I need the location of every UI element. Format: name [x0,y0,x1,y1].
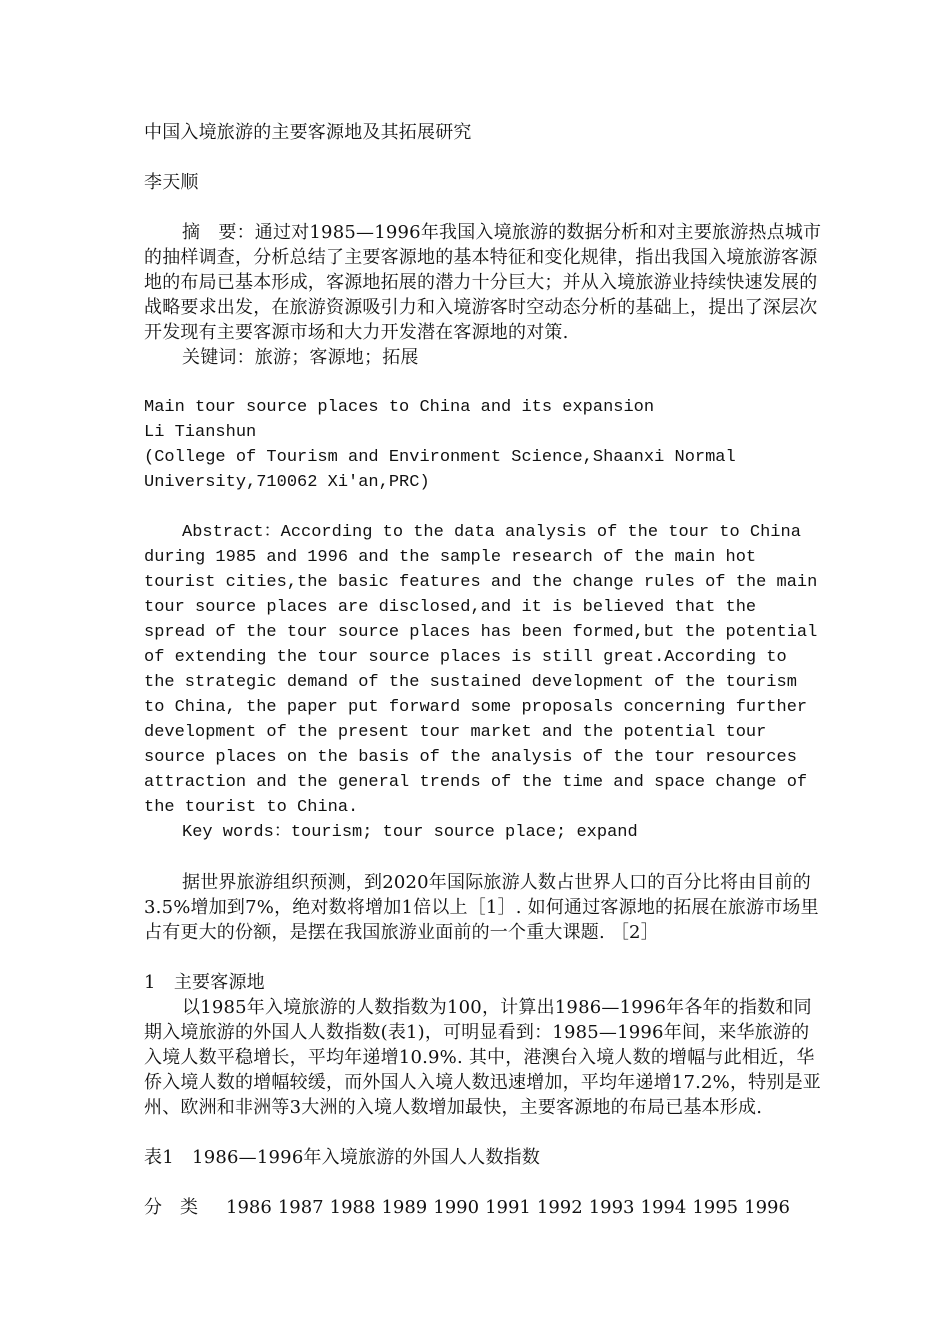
table-1-header-year: 1993 [588,1197,635,1218]
title-cn: 中国入境旅游的主要客源地及其拓展研究 [144,122,472,143]
table-1-header-year: 1992 [536,1197,583,1218]
section-1-body: 以1985年入境旅游的人数指数为100，计算出1986—1996年各年的指数和同期入境旅游的外国人人数指数(表1)，可明显看到：1985—1996年间，来华旅游的入境人数平稳增长，平均年递增10.9%. 其中，港澳台入境人数的增幅与此相近，华侨入境人数的增幅较缓，而外国人入境人数迅速增加，平均年递增17.2%，特别是亚州、欧洲和非洲等3大洲的入境人数增加最快，主要客源地的布局已基本形成. [144,997,821,1118]
table-1-header-year: 1987 [277,1197,324,1218]
table-1-caption: 表1 1986—1996年入境旅游的外国人人数指数 [144,1147,541,1168]
table-1-header-category: 分类 [144,1197,216,1218]
table-1-header-year: 1994 [640,1197,687,1218]
table-1-header-year: 1989 [381,1197,428,1218]
title-en: Main tour source places to China and its expansion [144,398,655,417]
table-1-header [144,1195,824,1220]
table-1-header-year: 1996 [744,1197,790,1218]
author-cn: 李天顺 [144,172,199,193]
table-1-header-year: 1986 [226,1197,272,1218]
table-1-header-year: 1991 [485,1197,531,1218]
keywords-cn: 关键词：旅游；客源地；拓展 [182,347,419,368]
author-en: Li Tianshun [144,423,257,442]
table-1-header-year: 1990 [433,1197,480,1218]
keywords-en: Key words：tourism; tour source place; expand [182,823,638,842]
section-1-heading: 1 主要客源地 [144,972,265,993]
abstract-cn: 摘 要：通过对1985—1996年我国入境旅游的数据分析和对主要旅游热点城市的抽样调查，分析总结了主要客源地的基本特征和变化规律，指出我国入境旅游客源地的布局已基本形成，客源地拓展的潜力十分巨大；并从入境旅游业持续快速发展的战略要求出发，在旅游资源吸引力和入境游客时空动态分析的基础上，提出了深层次开发现有主要客源市场和大力开发潜在客源地的对策. [144,222,822,343]
article [144,120,828,1220]
intro-paragraph: 据世界旅游组织预测，到2020年国际旅游人数占世界人口的百分比将由目前的3.5%增加到7%，绝对数将增加1倍以上［1］. 如何通过客源地的拓展在旅游市场里占有更大的份额，是摆在我国旅游业面前的一个重大课题. ［2］ [144,872,819,943]
table-1-header-year: 1995 [692,1197,739,1218]
affiliation-en: (College of Tourism and Environment Science,Shaanxi Normal University,710062 Xi′an,PRC) [144,448,746,492]
abstract-en: Abstract：According to the data analysis of the tour to China during 1985 and 1996 and the sample research of the main hot tourist cities,the basic features and the change rules of the main tour source places are disclosed,and it is believed that the spread of the tour source places has been formed,but the potential of extending the tour source places is still great.According to the strategic demand of the sustained development of the tourism to China, the paper put forward some proposals concerning further development of the present tour market and the potential tour source places on the basis of the analysis of the tour resources attraction and the general trends of the time and space change of the tourist to China. [144,523,828,817]
table-1-header-year: 1988 [329,1197,376,1218]
